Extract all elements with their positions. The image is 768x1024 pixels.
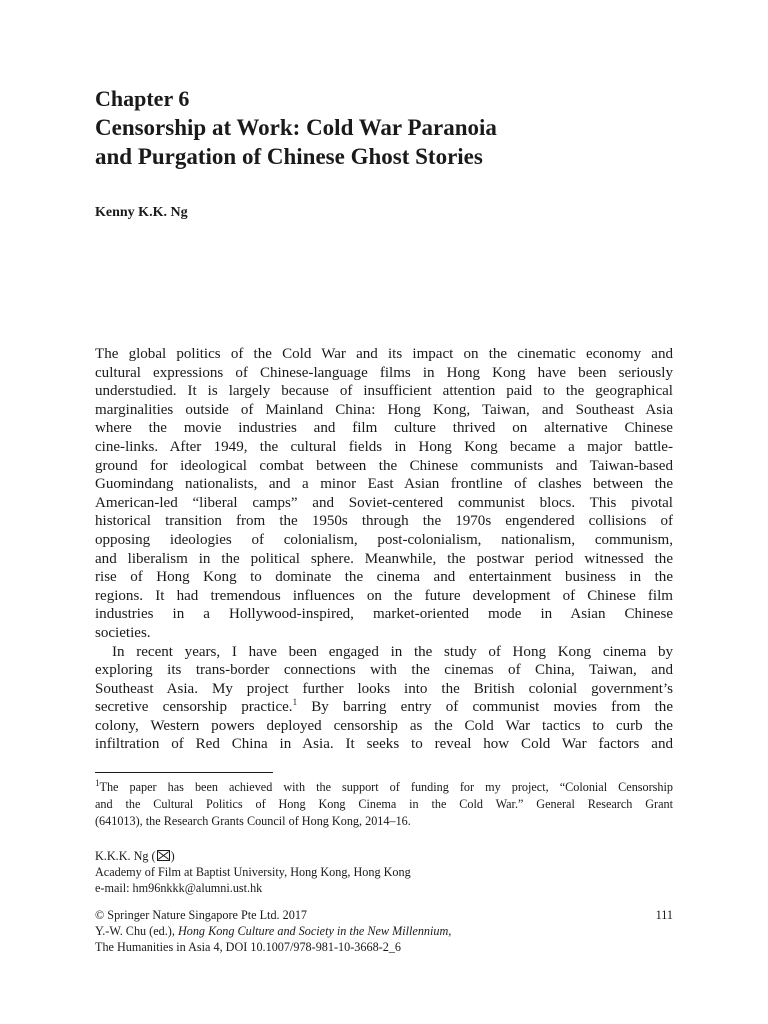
paragraph-line: marginalities outside of Mainland China: Hong Kong, Taiwan, and Southeast Asia: [95, 401, 673, 418]
citation-book-title: Hong Kong Culture and Society in the New Millennium: [177, 924, 449, 938]
affiliation-email[interactable]: e-mail: hm96nkkk@alumni.ust.hk: [95, 881, 263, 895]
citation-editor: Y.-W. Chu (ed.),: [95, 924, 178, 938]
footnote-line: and the Cultural Politics of Hong Kong Cinema in the Cold War.” General Research Grant: [95, 797, 673, 811]
chapter-title: [95, 113, 673, 171]
footnote-text: The paper has been achieved with the support of funding for my project, “Colonial Censorship: [99, 780, 673, 794]
chapter-title-line-2: and Purgation of Chinese Ghost Stories: [95, 144, 483, 169]
paragraph-line: ground for ideological combat between the Chinese communists and Taiwan-based: [95, 457, 673, 474]
footnote-1: [95, 779, 673, 830]
copyright-line: © Springer Nature Singapore Pte Ltd. 2017: [95, 908, 308, 922]
paragraph-1: [95, 345, 673, 643]
chapter-title-line-1: Censorship at Work: Cold War Paranoia: [95, 115, 497, 140]
paragraph-text: By barring entry of communist movies from the: [297, 699, 674, 716]
footnote-line: (641013), the Research Grants Council of Hong Kong, 2014–16.: [95, 814, 411, 828]
affiliation-department: Academy of Film at Baptist University, Hong Kong, Hong Kong: [95, 865, 411, 879]
paragraph-line: American-led “liberal camps” and Soviet-centered communist blocs. This pivotal: [95, 494, 673, 511]
copyright-row: [95, 907, 673, 923]
footnote-divider: [95, 772, 273, 773]
affiliation-name: K.K.K. Ng (: [95, 849, 156, 863]
paragraph-line: understudied. It is largely because of insufficient attention paid to the geographical: [95, 383, 673, 400]
affiliation-name-close: ): [170, 849, 175, 863]
citation-punct: ,: [448, 924, 452, 938]
footnote-line: [95, 779, 673, 796]
paragraph-line: In recent years, I have been engaged in the study of Hong Kong cinema by: [112, 643, 673, 660]
page-number: 111: [655, 908, 673, 922]
doi-line[interactable]: The Humanities in Asia 4, DOI 10.1007/978-981-10-3668-2_6: [95, 940, 402, 954]
mail-envelope-icon[interactable]: [157, 850, 170, 861]
paragraph-line: where the movie industries and film culture thrived on alternative Chinese: [95, 420, 673, 437]
paragraph-line: colony, Western powers deployed censorship as the Cold War tactics to curb the: [95, 717, 673, 734]
author-name: Kenny K.K. Ng: [95, 205, 188, 220]
paragraph-line: exploring its trans-border connections with the cinemas of China, Taiwan, and: [95, 662, 673, 679]
chapter-label: Chapter 6: [95, 86, 190, 111]
paragraph-line: and liberalism in the political sphere. Meanwhile, the postwar period witnessed the: [95, 550, 673, 567]
paragraph-line: historical transition from the 1950s through the 1970s engendered collisions of: [95, 513, 673, 530]
paragraph-line: industries in a Hollywood-inspired, market-oriented mode in Asian Chinese: [95, 606, 673, 623]
paragraph-line: [95, 698, 673, 717]
footnote-reference[interactable]: 1: [292, 697, 298, 708]
paragraph-line: Guomindang nationalists, and a minor East Asian frontline of clashes between the: [95, 476, 673, 493]
paragraph-line: societies.: [95, 624, 151, 641]
paragraph-line: opposing ideologies of colonialism, post-colonialism, nationalism, communism,: [95, 531, 673, 548]
affiliation-name-line: [95, 848, 673, 864]
paper-page: [95, 0, 673, 1024]
citation-line: [95, 923, 673, 939]
paragraph-text: secretive censorship practice.: [95, 699, 293, 716]
paragraph-2: [95, 643, 673, 755]
paragraph-line: regions. It had tremendous influences on the future development of Chinese film: [95, 587, 673, 604]
copyright-block: [95, 907, 673, 955]
body-text: [95, 345, 673, 754]
paragraph-line: The global politics of the Cold War and its impact on the cinematic economy and: [95, 346, 673, 362]
footnote-number: 1: [95, 777, 100, 788]
author-affiliation: [95, 848, 673, 896]
paragraph-line: cine-links. After 1949, the cultural fields in Hong Kong became a major battle-: [95, 438, 673, 455]
paragraph-line: cultural expressions of Chinese-language films in Hong Kong have been seriously: [95, 364, 673, 381]
paragraph-line: infiltration of Red China in Asia. It seeks to reveal how Cold War factors and: [95, 736, 673, 753]
paragraph-line: Southeast Asia. My project further looks into the British colonial government’s: [95, 680, 673, 697]
paragraph-line: rise of Hong Kong to dominate the cinema and entertainment business in the: [95, 569, 673, 586]
